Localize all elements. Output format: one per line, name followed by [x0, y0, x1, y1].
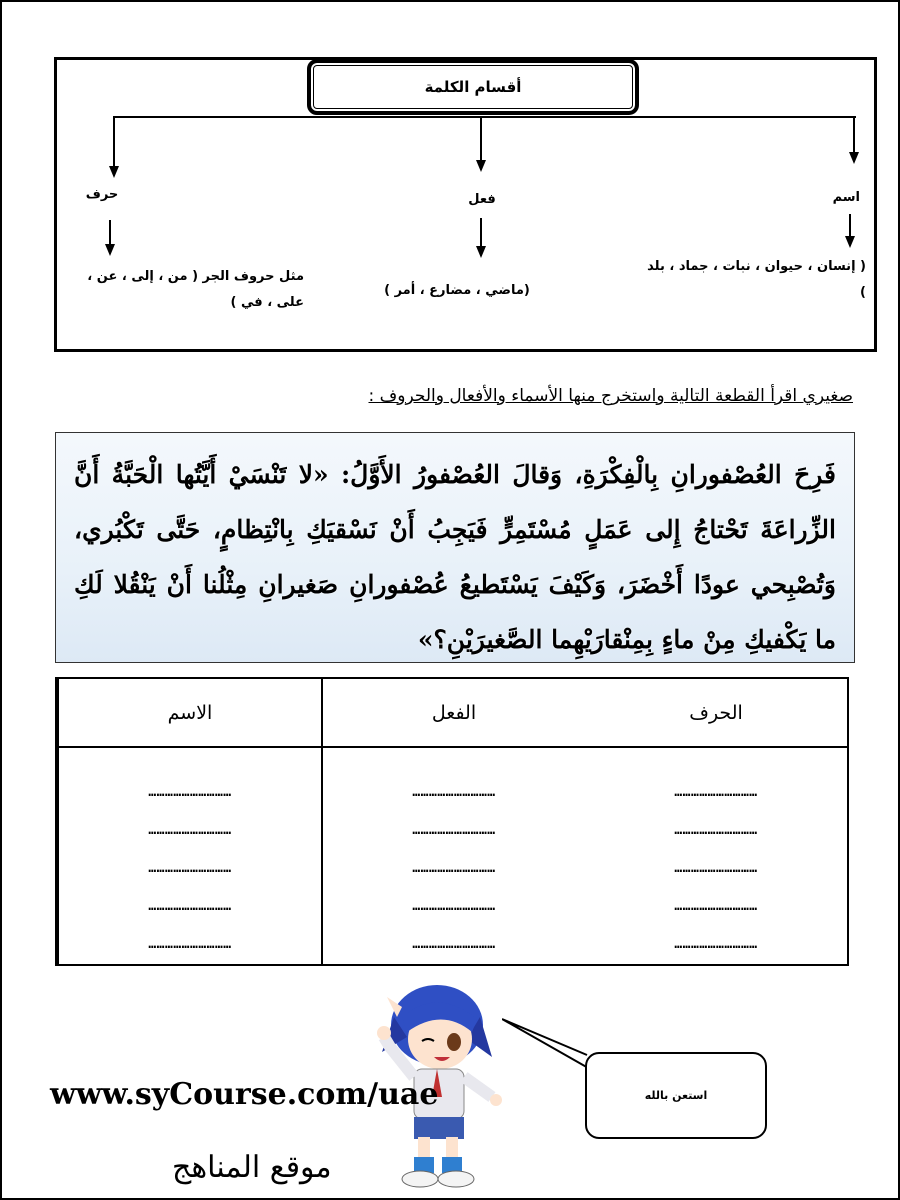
answer-table	[55, 677, 849, 966]
column-verbs	[321, 679, 585, 964]
arrow-down-icon	[849, 152, 859, 164]
arrow-line	[480, 218, 482, 248]
diagram-title: أقسام الكلمة	[424, 78, 522, 96]
arrow-line	[109, 220, 111, 246]
answer-line[interactable]: …………………………	[674, 861, 758, 876]
site-name: موقع المناهج	[172, 1150, 332, 1185]
branch-examples-harf: مثل حروف الجر ( من ، إلى ، عن ، على ، في )	[87, 269, 304, 310]
arrow-down-icon	[105, 244, 115, 256]
branch-label-ism: اسم	[832, 190, 860, 205]
speech-bubble	[585, 1052, 767, 1139]
answer-lines[interactable]	[59, 748, 321, 964]
answer-line[interactable]: …………………………	[148, 937, 232, 952]
answer-line[interactable]: …………………………	[412, 823, 496, 838]
branch-examples-ism: ( إنسان ، حيوان ، نبات ، جماد ، بلد )	[647, 259, 866, 300]
answer-line[interactable]: …………………………	[148, 785, 232, 800]
answer-line[interactable]: …………………………	[674, 899, 758, 914]
answer-line[interactable]: …………………………	[148, 823, 232, 838]
column-header: الفعل	[323, 679, 585, 748]
speech-bubble-text: استعن بالله	[644, 1089, 708, 1102]
column-header: الحرف	[585, 679, 847, 748]
instruction-text: صغيري اقرأ القطعة التالية واستخرج منها الأسماء والأفعال والحروف :	[368, 386, 853, 406]
column-nouns	[57, 679, 321, 964]
arrow-line	[113, 116, 115, 168]
answer-line[interactable]: …………………………	[148, 861, 232, 876]
arrow-down-icon	[476, 160, 486, 172]
answer-line[interactable]: …………………………	[412, 785, 496, 800]
answer-line[interactable]: …………………………	[412, 861, 496, 876]
branch-label-harf: حرف	[85, 187, 119, 202]
answer-line[interactable]: …………………………	[412, 899, 496, 914]
answer-line[interactable]: …………………………	[674, 823, 758, 838]
column-header: الاسم	[59, 679, 321, 748]
answer-line[interactable]: …………………………	[674, 937, 758, 952]
column-letters	[585, 679, 847, 964]
reading-passage	[55, 432, 855, 663]
diagram-title-box	[307, 59, 639, 115]
arrow-line	[849, 214, 851, 238]
arrow-down-icon	[476, 246, 486, 258]
branch-label-fil: فعل	[468, 192, 496, 207]
arrow-down-icon	[845, 236, 855, 248]
answer-lines[interactable]	[585, 748, 847, 964]
arrow-line	[480, 116, 482, 162]
arrow-down-icon	[109, 166, 119, 178]
answer-line[interactable]: …………………………	[674, 785, 758, 800]
connector-line	[114, 116, 856, 118]
answer-lines[interactable]	[323, 748, 585, 964]
passage-text: فَرِحَ العُصْفورانِ بِالْفِكْرَةِ، وَقالَ العُصْفورُ الأَوَّلُ: «لا تَنْسَيْ أَيَّتُها الْحَبَّةُ أَنَّ الزِّراعَةَ تَحْتاجُ إِلى عَمَلٍ مُسْتَمِرٍّ فَيَجِبُ أَنْ نَسْقيَكِ بِانْتِظامٍ، حَتَّى تَكْبُري، وَتُصْبِحي عودًا أَخْضَرَ، وَكَيْفَ يَسْتَطيعُ عُصْفورانِ صَغيرانِ مِثْلُنا أَنْ يَنْقُلا لَكِ ما يَكْفيكِ مِنْ ماءٍ بِمِنْقارَيْهِما الصَّغيرَيْنِ؟»	[74, 460, 836, 654]
answer-line[interactable]: …………………………	[148, 899, 232, 914]
branch-examples-fil: (ماضي ، مضارع ، أمر )	[384, 283, 530, 298]
arrow-line	[853, 116, 855, 154]
website-url[interactable]: www.syCourse.com/uae	[50, 1077, 439, 1112]
answer-line[interactable]: …………………………	[412, 937, 496, 952]
